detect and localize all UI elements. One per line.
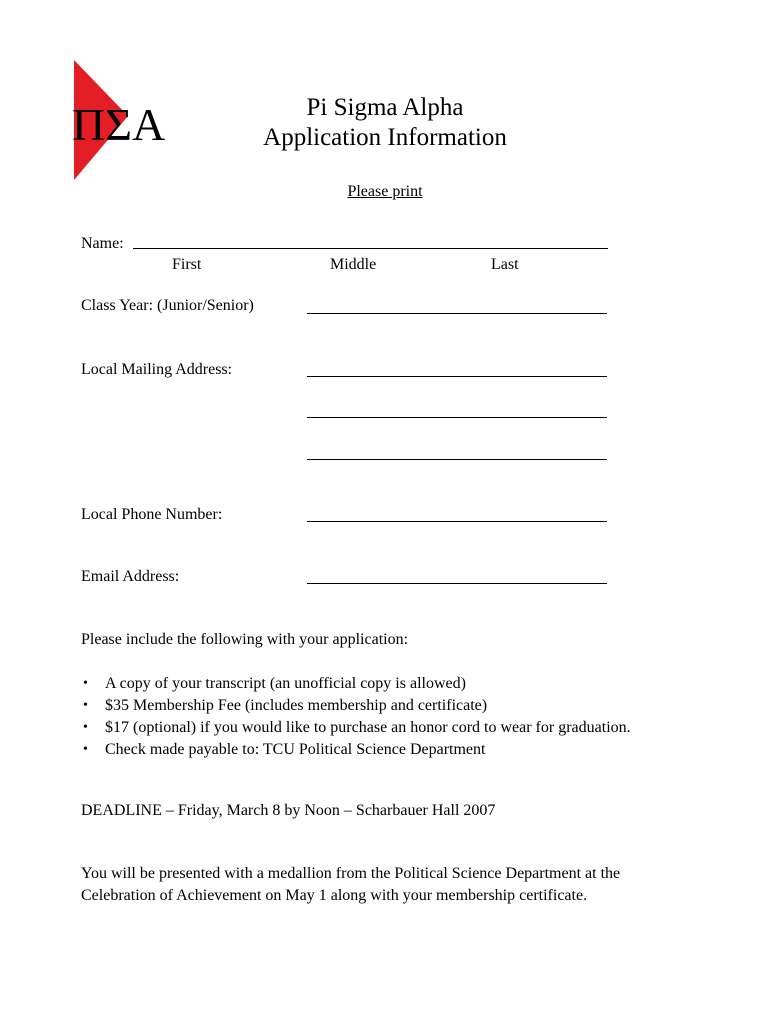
email-field-line[interactable] bbox=[307, 583, 607, 584]
mailing-address-line-3[interactable] bbox=[307, 459, 607, 460]
list-item bbox=[81, 673, 631, 695]
deadline-text: DEADLINE – Friday, March 8 by Noon – Scharbauer Hall 2007 bbox=[81, 802, 496, 819]
name-field-line[interactable] bbox=[133, 248, 608, 249]
name-label: Name: bbox=[81, 235, 124, 252]
requirement-text: $17 (optional) if you would like to purchase an honor cord to wear for graduation. bbox=[105, 719, 631, 736]
bullet-icon: • bbox=[83, 742, 88, 757]
bullet-icon: • bbox=[83, 698, 88, 713]
mailing-address-line-1[interactable] bbox=[307, 376, 607, 377]
bullet-icon: • bbox=[83, 676, 88, 691]
list-item bbox=[81, 717, 631, 739]
closing-line-2: Celebration of Achievement on May 1 along with your membership certificate. bbox=[81, 887, 588, 904]
phone-field-line[interactable] bbox=[307, 521, 607, 522]
first-name-sublabel: First bbox=[172, 256, 202, 273]
bullet-icon: • bbox=[83, 720, 88, 735]
class-year-label: Class Year: (Junior/Senior) bbox=[81, 297, 254, 314]
requirement-text: A copy of your transcript (an unofficial copy is allowed) bbox=[105, 675, 466, 692]
last-name-sublabel: Last bbox=[491, 256, 519, 273]
phone-label: Local Phone Number: bbox=[81, 506, 223, 523]
requirement-text: $35 Membership Fee (includes membership and certificate) bbox=[105, 697, 488, 714]
list-item bbox=[81, 739, 631, 761]
print-instruction: Please print bbox=[347, 183, 423, 200]
list-item bbox=[81, 695, 631, 717]
email-label: Email Address: bbox=[81, 568, 180, 585]
closing-line-1: You will be presented with a medallion from the Political Science Department at the bbox=[81, 865, 621, 882]
closing-paragraph bbox=[81, 863, 620, 907]
requirements-intro: Please include the following with your application: bbox=[81, 631, 409, 648]
mailing-address-label: Local Mailing Address: bbox=[81, 361, 233, 378]
class-year-field-line[interactable] bbox=[307, 313, 607, 314]
mailing-address-line-2[interactable] bbox=[307, 417, 607, 418]
requirement-text: Check made payable to: TCU Political Science Department bbox=[105, 741, 486, 758]
page-subtitle: Application Information bbox=[263, 124, 507, 151]
page-title: Pi Sigma Alpha bbox=[306, 94, 464, 121]
logo-letters: ΠΣΑ bbox=[72, 99, 166, 150]
middle-name-sublabel: Middle bbox=[330, 256, 377, 273]
requirements-list bbox=[81, 673, 631, 761]
